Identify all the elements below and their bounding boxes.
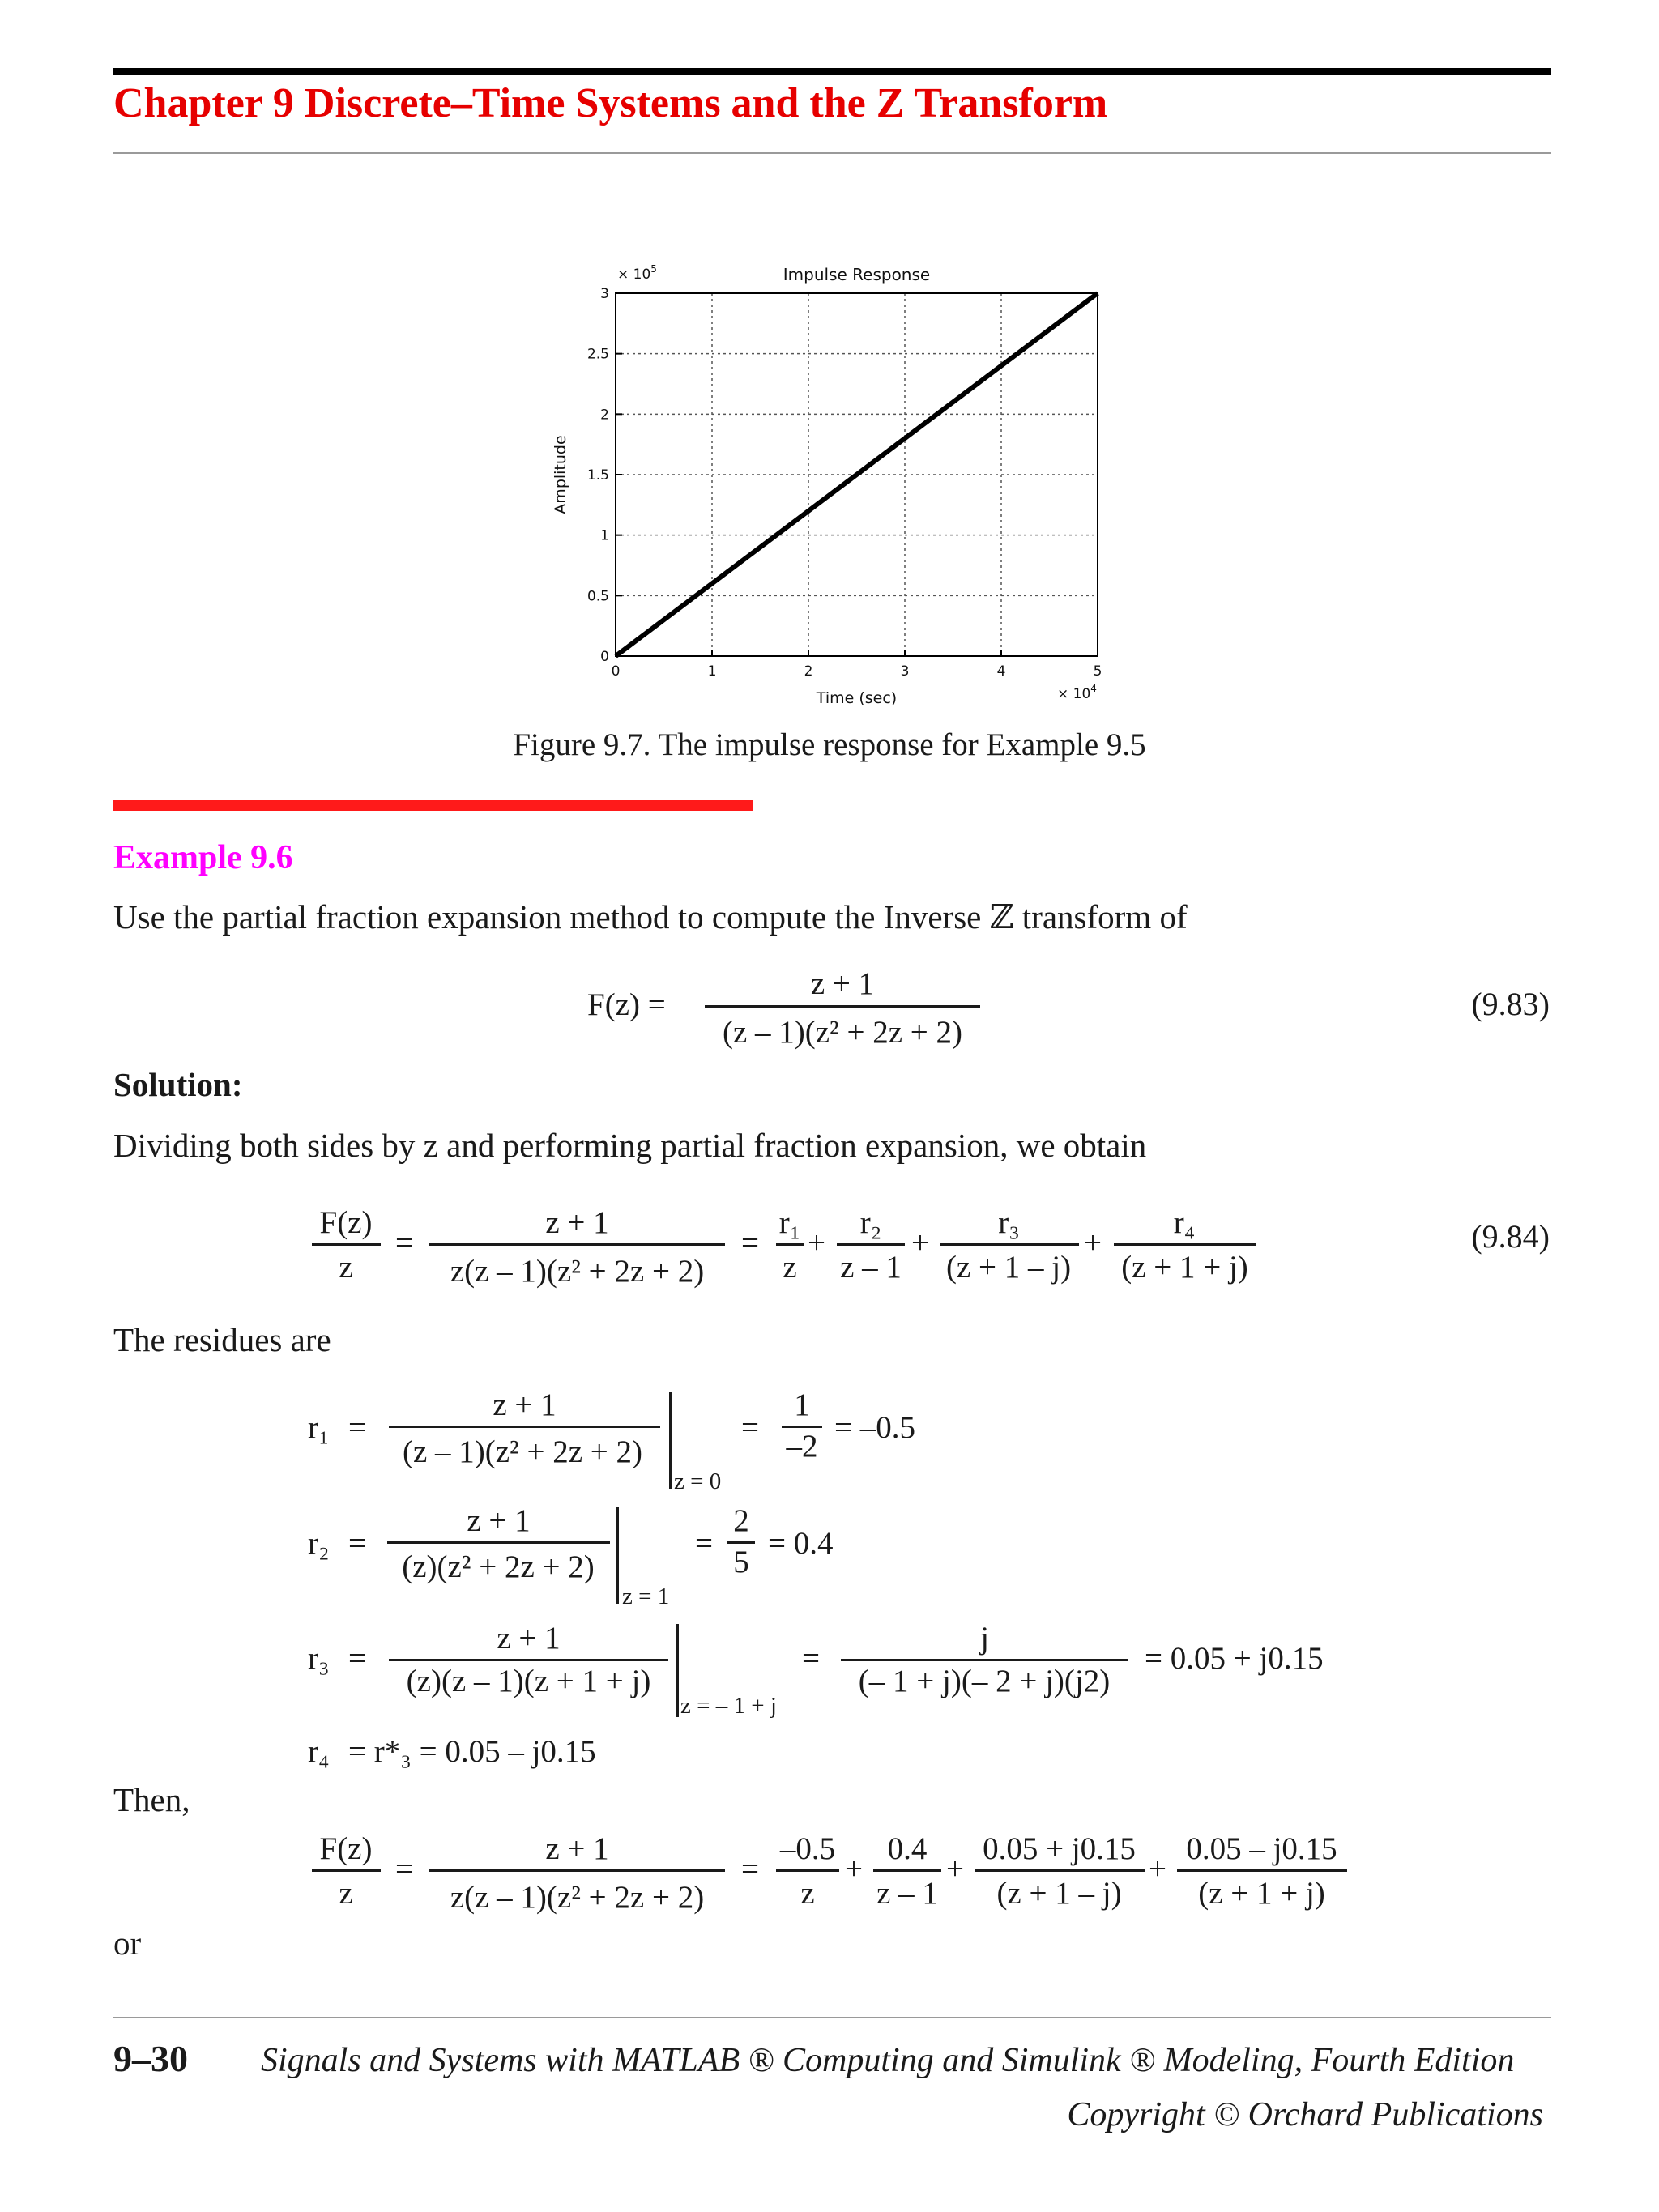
x-tick-label: 1	[707, 663, 717, 680]
x-tick-label: 2	[804, 663, 813, 680]
example-separator-bar	[113, 800, 753, 811]
final-lhs-den: z	[339, 1876, 353, 1911]
eq984-t1-den: z	[783, 1250, 797, 1285]
r2-value: = 0.4	[768, 1526, 834, 1561]
x-tick-label: 0	[611, 663, 621, 680]
r1-numerator: z + 1	[493, 1387, 557, 1422]
r1-frac-den: –2	[786, 1429, 818, 1464]
r2-numerator: z + 1	[467, 1503, 531, 1538]
eq984-t3-bar	[940, 1243, 1079, 1246]
eq984-t4-den: (z + 1 + j)	[1121, 1250, 1248, 1285]
eq983-number: (9.83)	[1471, 986, 1550, 1022]
chapter-title: Chapter 9 Discrete–Time Systems and the Z Transform	[113, 80, 1108, 126]
eq984-r4: r₄	[1173, 1205, 1196, 1240]
y-tick-label: 2	[600, 407, 609, 424]
final-numerator: z + 1	[545, 1831, 609, 1866]
copyright: Copyright © Orchard Publications	[1067, 2096, 1543, 2133]
final-t4-bar	[1177, 1869, 1347, 1872]
r1-value: = –0.5	[834, 1410, 915, 1445]
r1-eq2: =	[741, 1410, 759, 1445]
r3-frac-den: (– 1 + j)(– 2 + j)(j2)	[858, 1664, 1111, 1698]
r1-frac-num: 1	[794, 1387, 810, 1422]
y-tick-label: 2.5	[586, 346, 609, 363]
then-text: Then,	[113, 1781, 190, 1818]
x-tick-label: 4	[996, 663, 1006, 680]
z-transform-symbol: ℤ	[989, 898, 1014, 936]
eq984-t2-den: z – 1	[840, 1250, 902, 1285]
final-t2-num: 0.4	[887, 1831, 928, 1866]
r1-label: r₁	[308, 1410, 330, 1445]
eq983-fraction-bar	[705, 1005, 980, 1008]
header-underline	[113, 152, 1551, 154]
r3-eval-bar	[676, 1624, 679, 1717]
eq984-fraction-bar	[429, 1243, 725, 1246]
final-plus3: +	[1149, 1852, 1166, 1886]
eq984-numerator: z + 1	[545, 1205, 609, 1240]
solution-label: Solution:	[113, 1066, 243, 1103]
chart-plot-area	[552, 263, 1102, 707]
final-t3-den: (z + 1 – j)	[996, 1876, 1122, 1911]
final-fraction-bar	[429, 1869, 725, 1872]
eq983-denominator: (z – 1)(z² + 2z + 2)	[722, 1015, 963, 1050]
eq984-eq1: =	[395, 1225, 413, 1260]
r1-denominator: (z – 1)(z² + 2z + 2)	[402, 1434, 643, 1469]
final-t3-num: 0.05 + j0.15	[983, 1831, 1136, 1866]
x-axis-label: Time (sec)	[816, 689, 898, 707]
eq984-plus1: +	[808, 1225, 825, 1260]
eq984-denominator: z(z – 1)(z² + 2z + 2)	[450, 1254, 705, 1289]
r2-frac-den: 5	[733, 1545, 749, 1579]
final-plus1: +	[845, 1852, 863, 1886]
final-t1-bar	[776, 1869, 839, 1872]
eq984-plus2: +	[911, 1225, 929, 1260]
eq983-numerator: z + 1	[810, 966, 875, 1001]
r3-numerator: z + 1	[497, 1621, 561, 1656]
r3-frac-num: j	[980, 1621, 989, 1656]
y-multiplier: × $10^5$	[617, 263, 657, 283]
y-tick-label: 3	[600, 286, 609, 302]
final-t4-num: 0.05 – j0.15	[1186, 1831, 1337, 1866]
eq984-eq2: =	[741, 1225, 759, 1260]
eq984-number: (9.84)	[1471, 1218, 1550, 1255]
or-text: or	[113, 1924, 142, 1962]
r3-frac-bar	[841, 1659, 1128, 1661]
final-t2-den: z – 1	[876, 1876, 938, 1911]
final-t1-num: –0.5	[779, 1831, 836, 1866]
r1-bar	[389, 1426, 660, 1428]
final-t2-bar	[873, 1869, 941, 1872]
r2-frac-num: 2	[733, 1503, 749, 1538]
final-denominator: z(z – 1)(z² + 2z + 2)	[450, 1880, 705, 1915]
y-tick-label: 1.5	[586, 467, 609, 484]
y-axis-label: Amplitude	[552, 435, 569, 514]
eq984-lhs-bar	[312, 1243, 381, 1246]
eq984-t4-bar	[1114, 1243, 1256, 1246]
eq984-r1: r₁	[778, 1205, 801, 1240]
page-number: 9–30	[113, 2038, 188, 2079]
y-tick-label: 1	[600, 527, 609, 544]
eq984-lhs-num: F(z)	[319, 1205, 373, 1240]
chart-title: Impulse Response	[783, 265, 931, 284]
r3-eq2: =	[802, 1641, 820, 1676]
final-eq1: =	[395, 1852, 413, 1886]
r2-eq2: =	[695, 1526, 713, 1561]
example-title: Example 9.6	[113, 839, 293, 876]
intro-text-post: transform of	[1021, 898, 1188, 936]
example-intro	[113, 897, 1188, 936]
x-tick-label: 3	[900, 663, 910, 680]
final-lhs-num: F(z)	[319, 1831, 373, 1866]
eq983-lhs: F(z) =	[587, 987, 666, 1022]
r3-value: = 0.05 + j0.15	[1145, 1641, 1324, 1676]
header-rule	[113, 68, 1551, 75]
eq984-t1-bar	[776, 1243, 804, 1246]
r2-eval-at: z = 1	[622, 1583, 670, 1609]
x-tick-label: 5	[1093, 663, 1102, 680]
eq984-lhs-den: z	[339, 1250, 353, 1285]
final-t4-den: (z + 1 + j)	[1198, 1876, 1325, 1911]
footer-rule	[113, 2017, 1551, 2018]
eq984-plus3: +	[1084, 1225, 1102, 1260]
r2-bar	[387, 1541, 610, 1544]
r1-eval-bar	[669, 1392, 672, 1489]
r3-label: r₃	[308, 1641, 330, 1676]
final-lhs-bar	[312, 1869, 381, 1872]
r3-denominator: (z)(z – 1)(z + 1 + j)	[406, 1664, 651, 1698]
final-eq2: =	[741, 1852, 759, 1886]
r3-bar	[389, 1659, 668, 1661]
r4-expression: = r*₃ = 0.05 – j0.15	[348, 1734, 596, 1769]
residues-text: The residues are	[113, 1321, 331, 1358]
final-t1-den: z	[800, 1876, 815, 1911]
y-tick-label: 0.5	[586, 588, 609, 605]
figure-caption: Figure 9.7. The impulse response for Example 9.5	[513, 727, 1146, 762]
final-plus2: +	[946, 1852, 964, 1886]
r2-eq: =	[348, 1526, 366, 1561]
r2-denominator: (z)(z² + 2z + 2)	[402, 1549, 595, 1584]
eq984-r3: r₃	[998, 1205, 1020, 1240]
r1-eval-at: z = 0	[674, 1468, 722, 1494]
eq984-t2-bar	[837, 1243, 905, 1246]
r3-eq: =	[348, 1641, 366, 1676]
r1-eq: =	[348, 1410, 366, 1445]
x-multiplier: × $10^4$	[1057, 683, 1097, 702]
intro-text-pre: Use the partial fraction expansion method to compute the Inverse	[113, 898, 982, 936]
eq984-t3-den: (z + 1 – j)	[945, 1250, 1072, 1285]
r4-label: r₄	[308, 1734, 330, 1769]
dividing-text: Dividing both sides by z and performing partial fraction expansion, we obtain	[113, 1127, 1147, 1164]
impulse-response-chart	[527, 251, 1158, 721]
r2-eval-bar	[616, 1507, 619, 1604]
book-title: Signals and Systems with MATLAB ® Computing and Simulink ® Modeling, Fourth Edition	[261, 2042, 1515, 2079]
eq984-r2: r₂	[859, 1205, 882, 1240]
r3-eval-at: z = – 1 + j	[680, 1693, 777, 1719]
final-t3-bar	[975, 1869, 1145, 1872]
r2-label: r₂	[308, 1526, 330, 1561]
y-tick-label: 0	[600, 649, 609, 665]
